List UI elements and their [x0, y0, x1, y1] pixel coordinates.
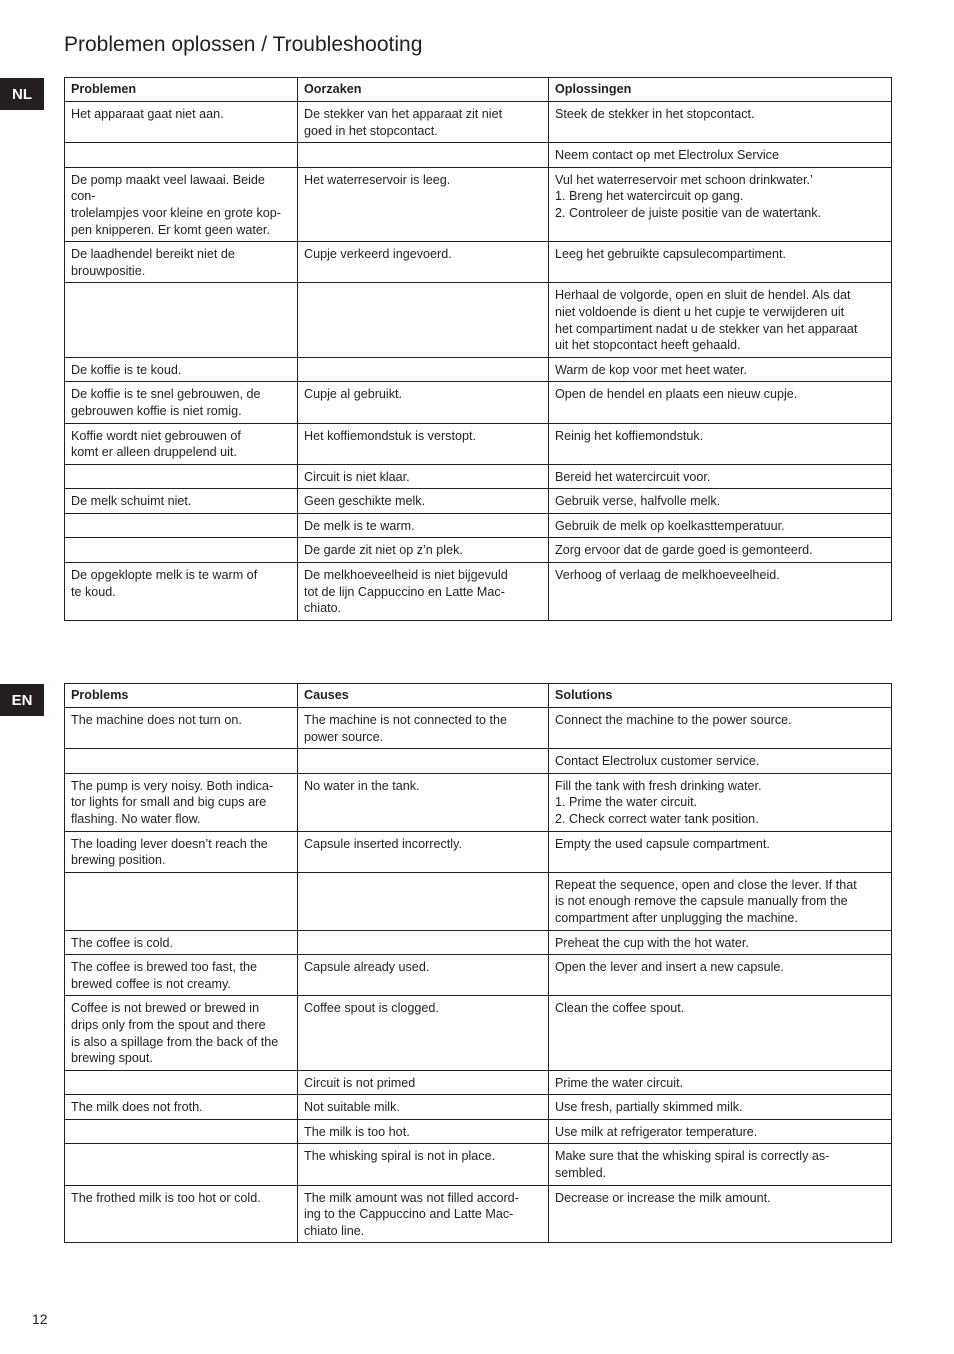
language-tab-nl: NL	[0, 78, 44, 110]
cause-cell	[298, 749, 549, 774]
problem-cell	[65, 1185, 298, 1243]
problem-cell	[65, 749, 298, 774]
cell-text-line: uit het stopcontact heeft gehaald.	[555, 338, 741, 353]
cell-text-line: Cupje al gebruikt.	[304, 387, 403, 402]
cell-text-line: Gebruik verse, halfvolle melk.	[555, 494, 721, 509]
problem-cell	[65, 708, 298, 749]
cell-text-line: drips only from the spout and there	[71, 1017, 266, 1032]
cause-cell	[298, 102, 549, 143]
solution-cell	[549, 1070, 892, 1095]
cell-text-line: De stekker van het apparaat zit niet	[304, 107, 503, 121]
cell-text-line: Bereid het watercircuit voor.	[555, 469, 711, 484]
cause-cell	[298, 1070, 549, 1095]
cell-text-line: Use fresh, partially skimmed milk.	[555, 1100, 743, 1115]
cause-cell	[298, 242, 549, 283]
cell-text-line: Contact Electrolux customer service.	[555, 754, 760, 769]
cell-text-line: The machine does not turn on.	[71, 713, 242, 727]
cell-text-line: De melkhoeveelheid is niet bijgevuld	[304, 568, 508, 583]
cell-text-line: chiato.	[304, 601, 342, 616]
solution-cell	[549, 242, 892, 283]
solution-cell	[549, 102, 892, 143]
table-row	[65, 283, 892, 357]
cell-text-line: Zorg ervoor dat de garde goed is gemonteerd.	[555, 543, 813, 558]
table-row	[65, 708, 892, 749]
cause-cell	[298, 464, 549, 489]
solution-cell	[549, 167, 892, 241]
problem-cell	[65, 283, 298, 357]
problem-cell	[65, 930, 298, 955]
table-row	[65, 1070, 892, 1095]
table-row	[65, 563, 892, 621]
cause-cell	[298, 955, 549, 996]
cell-text-line: Repeat the sequence, open and close the lever. If that	[555, 877, 857, 892]
solution-cell	[549, 872, 892, 930]
cause-cell	[298, 773, 549, 831]
cell-text-line: Warm de kop voor met heet water.	[555, 362, 748, 377]
cell-text-line: Capsule already used.	[304, 960, 430, 975]
problem-cell	[65, 1144, 298, 1185]
table-row	[65, 955, 892, 996]
solution-cell	[549, 143, 892, 168]
solution-cell	[549, 489, 892, 514]
table-row	[65, 357, 892, 382]
cell-text-line: Het waterreservoir is leeg.	[304, 172, 451, 187]
cell-text-line: chiato line.	[304, 1223, 365, 1238]
cell-text-line: tot de lijn Cappuccino en Latte Mac-	[304, 584, 505, 599]
cell-text-line: Gebruik de melk op koelkasttemperatuur.	[555, 518, 785, 533]
cell-text-line: Coffee is not brewed or brewed in	[71, 1001, 260, 1016]
cell-text-line: Empty the used capsule compartment.	[555, 836, 770, 851]
solution-cell	[549, 357, 892, 382]
cell-text-line: compartment after unplugging the machine.	[555, 910, 798, 925]
problem-cell	[65, 1070, 298, 1095]
table-row	[65, 1119, 892, 1144]
table-row	[65, 930, 892, 955]
cell-text-line: Connect the machine to the power source.	[555, 713, 792, 727]
cell-text-line: Verhoog of verlaag de melkhoeveelheid.	[555, 568, 780, 583]
cell-text-line: The milk does not froth.	[71, 1100, 203, 1115]
problem-cell	[65, 357, 298, 382]
cell-text-line: Reinig het koffiemondstuk.	[555, 428, 704, 443]
problem-cell	[65, 1095, 298, 1120]
column-header-causes: Causes	[298, 684, 549, 708]
cell-text-line: Capsule inserted incorrectly.	[304, 836, 462, 851]
column-header-causes: Oorzaken	[298, 78, 549, 102]
cause-cell	[298, 357, 549, 382]
cause-cell	[298, 513, 549, 538]
cause-cell	[298, 423, 549, 464]
cell-text-line: Steek de stekker in het stopcontact.	[555, 107, 755, 121]
problem-cell	[65, 538, 298, 563]
problem-cell	[65, 955, 298, 996]
table-row	[65, 1144, 892, 1185]
problem-cell	[65, 489, 298, 514]
cell-text-line: sembled.	[555, 1166, 607, 1181]
cause-cell	[298, 1095, 549, 1120]
table-row	[65, 382, 892, 423]
table-row	[65, 831, 892, 872]
column-header-problems: Problemen	[65, 78, 298, 102]
cell-text-line: brewed coffee is not creamy.	[71, 976, 231, 991]
column-header-problems: Problems	[65, 684, 298, 708]
cause-cell	[298, 930, 549, 955]
cell-text-line: Open de hendel en plaats een nieuw cupje.	[555, 387, 798, 402]
problem-cell	[65, 423, 298, 464]
table-row	[65, 242, 892, 283]
cell-text-line: niet voldoende is dient u het cupje te verwijderen uit	[555, 304, 845, 319]
problem-cell	[65, 242, 298, 283]
cell-text-line: Circuit is not primed	[304, 1075, 416, 1090]
cell-text-line: flashing. No water flow.	[71, 811, 201, 826]
cell-text-line: De opgeklopte melk is te warm of	[71, 568, 258, 583]
cell-text-line: Preheat the cup with the hot water.	[555, 935, 749, 950]
cell-text-line: is not enough remove the capsule manually from the	[555, 894, 848, 909]
problem-cell	[65, 872, 298, 930]
solution-cell	[549, 423, 892, 464]
cell-text-line: The milk is too hot.	[304, 1124, 410, 1139]
page-title: Problemen oplossen / Troubleshooting	[64, 33, 423, 56]
cell-text-line: The loading lever doesn’t reach the	[71, 836, 268, 851]
cell-text-line: Make sure that the whisking spiral is correctly as-	[555, 1149, 830, 1164]
problem-cell	[65, 464, 298, 489]
cause-cell	[298, 167, 549, 241]
problem-cell	[65, 143, 298, 168]
solution-cell	[549, 1095, 892, 1120]
cell-text-line: Neem contact op met Electrolux Service	[555, 148, 779, 163]
table-row	[65, 513, 892, 538]
cell-text-line: brewing position.	[71, 853, 166, 868]
problem-cell	[65, 382, 298, 423]
solution-cell	[549, 538, 892, 563]
cell-text-line: power source.	[304, 729, 384, 744]
solution-cell	[549, 930, 892, 955]
cause-cell	[298, 489, 549, 514]
table-row	[65, 423, 892, 464]
cell-text-line: te koud.	[71, 584, 116, 599]
table-row	[65, 102, 892, 143]
cell-text-line: 2. Check correct water tank position.	[555, 811, 759, 826]
cell-text-line: No water in the tank.	[304, 778, 420, 793]
table-row	[65, 143, 892, 168]
cell-text-line: tor lights for small and big cups are	[71, 795, 267, 810]
troubleshooting-table-en	[64, 683, 892, 1243]
cell-text-line: ing to the Cappuccino and Latte Mac-	[304, 1207, 514, 1222]
cause-cell	[298, 996, 549, 1070]
cause-cell	[298, 283, 549, 357]
solution-cell	[549, 1144, 892, 1185]
solution-cell	[549, 831, 892, 872]
solution-cell	[549, 773, 892, 831]
column-header-solutions: Oplossingen	[549, 78, 892, 102]
cell-text-line: 1. Breng het watercircuit op gang.	[555, 189, 744, 204]
cell-text-line: brewing spout.	[71, 1051, 153, 1066]
cell-text-line: goed in het stopcontact.	[304, 123, 438, 138]
problem-cell	[65, 167, 298, 241]
table-row	[65, 1095, 892, 1120]
solution-cell	[549, 708, 892, 749]
cell-text-line: Fill the tank with fresh drinking water.	[555, 778, 762, 793]
cause-cell	[298, 538, 549, 563]
table-row	[65, 489, 892, 514]
table-row	[65, 538, 892, 563]
solution-cell	[549, 955, 892, 996]
cell-text-line: pen knipperen. Er komt geen water.	[71, 222, 270, 237]
solution-cell	[549, 1119, 892, 1144]
cell-text-line: Het apparaat gaat niet aan.	[71, 107, 224, 121]
solution-cell	[549, 563, 892, 621]
cause-cell	[298, 1144, 549, 1185]
table-row	[65, 167, 892, 241]
cause-cell	[298, 831, 549, 872]
cell-text-line: De koffie is te snel gebrouwen, de	[71, 387, 261, 402]
cell-text-line: Not suitable milk.	[304, 1100, 400, 1115]
cell-text-line: Cupje verkeerd ingevoerd.	[304, 247, 452, 262]
solution-cell	[549, 749, 892, 774]
cause-cell	[298, 872, 549, 930]
table-row	[65, 872, 892, 930]
cause-cell	[298, 563, 549, 621]
cell-text-line: De melk is te warm.	[304, 518, 415, 533]
cause-cell	[298, 1185, 549, 1243]
cell-text-line: The milk amount was not filled accord-	[304, 1190, 519, 1205]
table-row	[65, 749, 892, 774]
cell-text-line: Clean the coffee spout.	[555, 1001, 685, 1016]
cell-text-line: Circuit is niet klaar.	[304, 469, 410, 484]
cell-text-line: brouwpositie.	[71, 263, 146, 278]
cell-text-line: Het koffiemondstuk is verstopt.	[304, 428, 476, 443]
cell-text-line: gebrouwen koffie is niet romig.	[71, 403, 242, 418]
table-row	[65, 773, 892, 831]
cell-text-line: trolelampjes voor kleine en grote kop-	[71, 205, 282, 220]
cause-cell	[298, 382, 549, 423]
cell-text-line: De pomp maakt veel lawaai. Beide con-	[71, 172, 265, 204]
cell-text-line: De koffie is te koud.	[71, 362, 182, 377]
problem-cell	[65, 831, 298, 872]
cell-text-line: 2. Controleer de juiste positie van de watertank.	[555, 205, 822, 220]
cell-text-line: The pump is very noisy. Both indica-	[71, 778, 274, 793]
language-tab-en: EN	[0, 684, 44, 716]
problem-cell	[65, 563, 298, 621]
cell-text-line: De garde zit niet op z’n plek.	[304, 543, 463, 558]
cell-text-line: Coffee spout is clogged.	[304, 1001, 439, 1016]
cell-text-line: The coffee is brewed too fast, the	[71, 960, 257, 975]
column-header-solutions: Solutions	[549, 684, 892, 708]
cell-text-line: Use milk at refrigerator temperature.	[555, 1124, 758, 1139]
troubleshooting-table-nl	[64, 77, 892, 621]
cell-text-line: Leeg het gebruikte capsulecompartiment.	[555, 247, 787, 262]
cell-text-line: Geen geschikte melk.	[304, 494, 426, 509]
cell-text-line: 1. Prime the water circuit.	[555, 795, 698, 810]
solution-cell	[549, 283, 892, 357]
cell-text-line: The frothed milk is too hot or cold.	[71, 1190, 261, 1205]
cell-text-line: Herhaal de volgorde, open en sluit de hendel. Als dat	[555, 288, 851, 303]
solution-cell	[549, 996, 892, 1070]
table-row	[65, 996, 892, 1070]
cell-text-line: The whisking spiral is not in place.	[304, 1149, 496, 1164]
problem-cell	[65, 513, 298, 538]
solution-cell	[549, 513, 892, 538]
cell-text-line: De melk schuimt niet.	[71, 494, 192, 509]
cell-text-line: is also a spillage from the back of the	[71, 1034, 279, 1049]
cell-text-line: het compartiment nadat u de stekker van het apparaat	[555, 321, 858, 336]
cell-text-line: Open the lever and insert a new capsule.	[555, 960, 784, 975]
cell-text-line: Koffie wordt niet gebrouwen of	[71, 428, 241, 443]
table-row	[65, 1185, 892, 1243]
cause-cell	[298, 143, 549, 168]
cell-text-line: Prime the water circuit.	[555, 1075, 684, 1090]
problem-cell	[65, 773, 298, 831]
cell-text-line: De laadhendel bereikt niet de	[71, 247, 235, 262]
solution-cell	[549, 464, 892, 489]
solution-cell	[549, 382, 892, 423]
problem-cell	[65, 996, 298, 1070]
problem-cell	[65, 1119, 298, 1144]
cause-cell	[298, 1119, 549, 1144]
cell-text-line: komt er alleen druppelend uit.	[71, 445, 237, 460]
cell-text-line: Vul het waterreservoir met schoon drinkwater.’	[555, 172, 813, 187]
cell-text-line: The machine is not connected to the	[304, 713, 508, 727]
cell-text-line: Decrease or increase the milk amount.	[555, 1190, 771, 1205]
solution-cell	[549, 1185, 892, 1243]
cause-cell	[298, 708, 549, 749]
page-number: 12	[32, 1311, 48, 1327]
table-row	[65, 464, 892, 489]
problem-cell	[65, 102, 298, 143]
cell-text-line: The coffee is cold.	[71, 935, 173, 950]
